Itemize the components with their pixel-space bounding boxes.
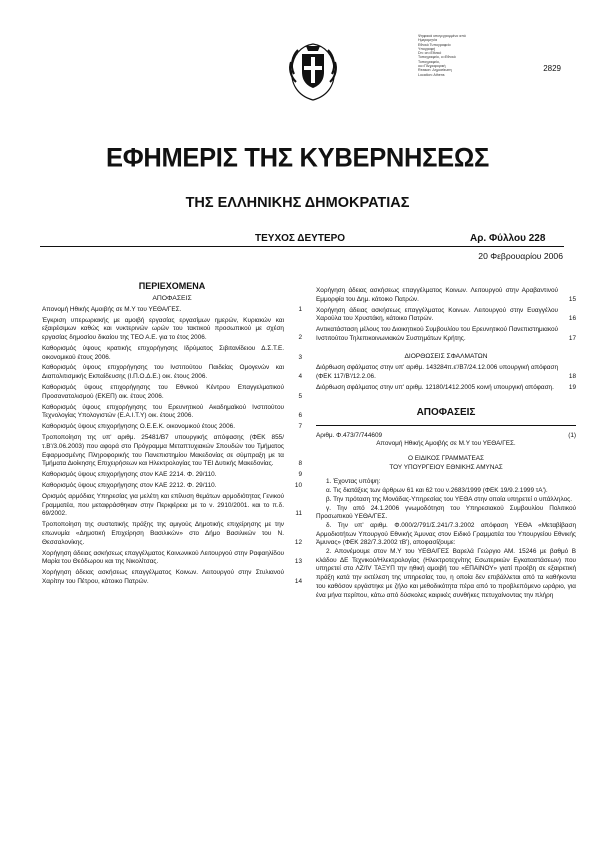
decisions-heading: ΑΠΟΦΑΣΕΙΣ bbox=[416, 406, 476, 418]
toc-item[interactable]: Τροποποίηση της υπ' αριθμ. 25481/Β7 υπουργικής απόφασης (ΦΕΚ 855/τ.Β'/3.06.2003) που αφορά στο Πρόγραμμα Μεταπτυχιακών Σπουδών του Τμήματος Εφαρμοσμένης Πληροφορικής του Πανεπιστημίου Μακεδονίας σε σύμπραξη με τα Τμήματα Διοίκησης Επιχειρήσεων και Ηλεκτρολογίας του ΤΕΙ Δυτικής Μακεδονίας. 8 bbox=[42, 434, 302, 468]
paragraph: α. Τις διατάξεις των άρθρων 61 και 62 του ν.2683/1999 (ΦΕΚ 19/9.2.1999 τΑ'). bbox=[326, 487, 548, 495]
toc-item[interactable]: Αντικατάσταση μέλους του Διοικητικού Συμβουλίου του Ερευνητικού Πανεπιστημιακού Ινστιτούτου Τηλεπικοινωνιακών Συστημάτων Κρήτης. 17 bbox=[316, 326, 576, 342]
paragraph: γ. Την από 24.1.2006 γνωμοδότηση του Υπηρεσιακού Συμβουλίου Πολιτικού Προσωπικού ΥΕΘΑ/ΓΕΣ. bbox=[316, 504, 576, 521]
issue-label: ΤΕΥΧΟΣ ΔΕΥΤΕΡΟ bbox=[255, 233, 346, 244]
toc-item[interactable]: Διόρθωση σφάλματος στην υπ' αριθμ. 12180/1412.2005 κοινή υπουργική απόφαση. 19 bbox=[316, 383, 576, 391]
page-number: 2829 bbox=[543, 64, 561, 73]
gazette-title: ΕΦΗΜΕΡΙΣ ΤΗΣ ΚΥΒΕΡΝΗΣΕΩΣ bbox=[105, 143, 489, 173]
toc-item[interactable]: Καθορισμός ύψους κρατικής επιχορήγησης Ιδρύματος Σιβιτανίδειου Δ.Σ.Τ.Ε. οικονομικού έτους 2006. 3 bbox=[42, 344, 302, 361]
decisions-divider bbox=[316, 425, 576, 426]
paragraph: 2. Απονέμουμε στον Μ.Υ του ΥΕΘΑ/ΓΕΣ Βαρελά Γεώργιο ΑΜ. 15246 με βαθμό Β κλάδου ΔΕ Τεχνικού/Ηλεκτρολογίας (Ηλεκτροτεχνίτης Εσωτερικών Εγκαταστάσεων) που υπηρετεί στο ΛΖ/IV ΤΑΞΥΠ την ηθική αμοιβή του «ΕΠΑΙΝΟΥ» γιατί προέβη σε εξαιρετική πράξη κατά την εκτέλεση της υπηρεσίας του, η οποία δεν επιβάλλεται από τα καθήκοντα του καθόσον εργάστηκε με ζήλο και μεθοδικότητα πέρα από το προβλεπόμενο ωράριο, για ένα μήνα περίπου, κάτω από δύσκολες καιρικές συνθήκες πετυχαίνοντας την πλήρη bbox=[316, 548, 576, 599]
decision-subject: Απονομή Ηθικής Αμοιβής σε Μ.Υ του ΥΕΘΑ/ΓΕΣ. bbox=[376, 440, 516, 448]
toc-item[interactable]: Χορήγηση άδειας ασκήσεως επαγγέλματος Κοινωνικού Λειτουργού στην Ραφαηλίδου Μαρία του Θεόδωρου και της Νικολίτσας. 13 bbox=[42, 549, 302, 566]
header-divider bbox=[40, 246, 564, 247]
toc-item[interactable]: Χορήγηση άδειας ασκήσεως επαγγέλματος Κοινων. Λειτουργού στην Ευαγγέλου Χαρούλα του Χρυστάκη, κάτοικο Πατρών. 16 bbox=[316, 306, 576, 323]
sheet-number: Αρ. Φύλλου 228 bbox=[470, 233, 546, 244]
contents-heading: ΠΕΡΙΕΧΟΜΕΝΑ bbox=[138, 281, 206, 291]
decision-number: Αριθμ. Φ.473/7/744609 bbox=[316, 431, 383, 439]
decision-number-row bbox=[316, 432, 576, 441]
authority-line-1: Ο ΕΙΔΙΚΟΣ ΓΡΑΜΜΑΤΕΑΣ bbox=[408, 455, 484, 462]
toc-item[interactable]: Καθορισμός ύψους επιχορήγησης στον ΚΑΕ 2214. Φ. 29/110. 9 bbox=[42, 471, 302, 479]
toc-item[interactable]: Διόρθωση σφάλματος στην υπ' αριθμ. 143284π.ε'/Β7/24.12.006 υπουργική απόφαση (ΦΕΚ 117/Β'/12.2.06. 18 bbox=[316, 364, 576, 380]
toc-item[interactable]: Καθορισμός ύψους επιχορήγησης του Ινστιτούτου Παιδείας Ομογενών και Διαπολιτισμικής Εκπαίδευσης (Ι.Π.Ο.Δ.Ε.) οικ. έτους 2006. 4 bbox=[42, 364, 302, 381]
paragraph: 1. Έχοντας υπόψη: bbox=[326, 478, 381, 486]
decision-ref: (1) bbox=[568, 431, 576, 439]
paragraph: δ. Την υπ' αριθμ. Φ.000/2/791/Σ.241/7.3.2002 απόφαση ΥΕΘΑ «Μεταβίβαση Αρμοδιοτήτων Υπουργού Εθνικής Άμυνας στον Ειδικό Γραμματέα του Υπουργείου Εθνικής Άμυνας» (ΦΕΚ 282/7.3.2002 τΒ'), αποφασίζουμε: bbox=[316, 521, 576, 547]
digital-signature-block: Ψηφιακά υπογεγραμμένο από Ημερομηνία Εθνικό Τυπογραφείο Υπογραφή Dn: cn=Εθνικό Τυπογραφείο, o=Εθνικό Τυπογραφείο, ou=Πληροφορική Reason: Δημοσίευση Location: Athens bbox=[418, 34, 466, 77]
corrections-heading: ΔΙΟΡΘΩΣΕΙΣ ΣΦΑΛΜΑΤΩΝ bbox=[404, 352, 488, 360]
toc-item[interactable]: Χορήγηση άδειας ασκήσεως επαγγέλματος Κοινων. Λειτουργού στην Στυλιανού Χαρίτην του Πέτρου, κάτοικο Πατρών. 14 bbox=[42, 569, 302, 585]
toc-item[interactable]: Έγκριση υπερωριακής με αμοιβή εργασίας εργασίμων ημερών, Κυριακών και εξαιρέσιμων καθώς και νυκτερινών ωρών του τακτικού προσωπικού με σχέση εργασίας δημοσίου δικαίου της ΤΕΟ Α.Ε. για το έτος 2006. 2 bbox=[42, 316, 302, 341]
gazette-subtitle: ΤΗΣ ΕΛΛΗΝΙΚΗΣ ΔΗΜΟΚΡΑΤΙΑΣ bbox=[185, 195, 410, 211]
decision-column bbox=[316, 287, 576, 600]
toc-item[interactable]: Ορισμός αρμόδιας Υπηρεσίας για μελέτη και επίλυση θεμάτων αρμοδιότητας Γενικού Γραμματέα, που μεταφράσθηκαν στην Περιφέρεια με το ν. 2910/2001. και το π.δ. 69/2002. 11 bbox=[42, 492, 302, 518]
toc-item[interactable]: Απονομή Ηθικής Αμοιβής σε Μ.Υ του ΥΕΘΑ/ΓΕΣ. 1 bbox=[42, 305, 302, 313]
paragraph: β. Την πρόταση της Μονάδας-Υπηρεσίας του ΥΕΘΑ στην οποία υπηρετεί ο υπάλληλος. bbox=[326, 495, 572, 503]
authority-line-2: ΤΟΥ ΥΠΟΥΡΓΕΙΟΥ ΕΘΝΙΚΗΣ ΑΜΥΝΑΣ bbox=[389, 463, 503, 471]
contents-column bbox=[42, 280, 302, 589]
issue-date: 20 Φεβρουαρίου 2006 bbox=[478, 251, 563, 261]
toc-item[interactable]: Καθορισμός ύψους επιχορήγησης στον ΚΑΕ 2212. Φ. 29/110. 10 bbox=[42, 482, 302, 490]
toc-item[interactable]: Καθορισμός ύψους επιχορήγησης Ο.Ε.Ε.Κ. οικονομικού έτους 2006. 7 bbox=[42, 423, 302, 431]
toc-item[interactable]: Καθορισμός ύψους επιχορήγησης του Εθνικού Κέντρου Επαγγελματικού Προσανατολισμού (ΕΚΕΠ) οικ. έτους 2006. 5 bbox=[42, 384, 302, 400]
toc-item[interactable]: Χορήγηση άδειας ασκήσεως επαγγέλματος Κοινων. Λειτουργού στην Αραβαντινού Εμμορφία του Δημ. κάτοικο Πατρών. 15 bbox=[316, 287, 576, 303]
decisions-subheading: ΑΠΟΦΑΣΕΙΣ bbox=[152, 295, 192, 302]
greek-coat-of-arms-icon bbox=[284, 38, 342, 104]
toc-item[interactable]: Τροποποίηση της συστατικής πράξης της αμιγούς Δημοτικής επιχείρησης με την επωνυμία «Δημοτική Επιχείρηση Βασιλικών» στο Δήμο Βασιλικών του Ν. Θεσσαλονίκης. 12 bbox=[42, 521, 302, 546]
toc-item[interactable]: Καθορισμός ύψους επιχορήγησης του Ερευνητικού Ακαδημαϊκού Ινστιτούτου Τεχνολογίας Υπολογιστών (Ε.Α.Ι.Τ.Υ) οικ. έτους 2006. 6 bbox=[42, 403, 302, 420]
